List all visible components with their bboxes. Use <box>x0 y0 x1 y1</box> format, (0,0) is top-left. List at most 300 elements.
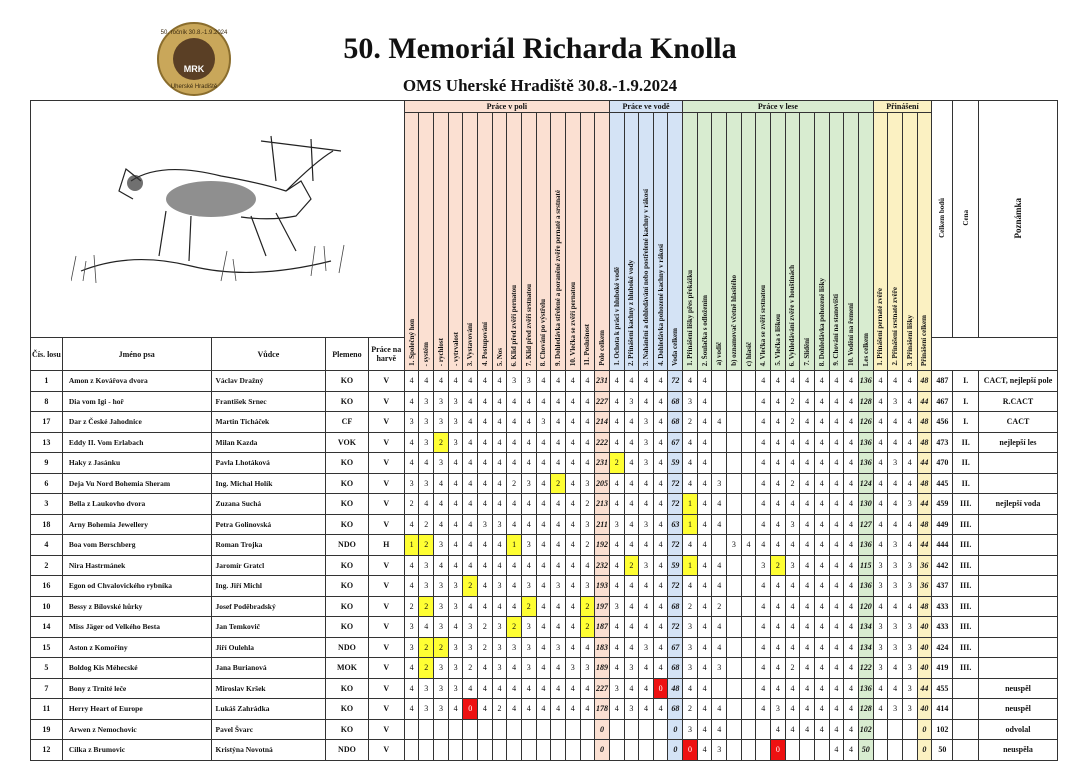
col-pole-10: 9. Dohledávka střelené a poraněné zvěře pernaté a srstnaté <box>551 113 566 371</box>
cell-prinaseni-score: 4 <box>873 391 888 412</box>
cell-les-score: 4 <box>814 412 829 433</box>
cell-les-score: 4 <box>814 637 829 658</box>
cell-les-score: 4 <box>800 412 815 433</box>
cell-handler: Milan Kazda <box>211 432 326 453</box>
cell-total: 449 <box>932 514 953 535</box>
cell-les-score: 4 <box>844 555 859 576</box>
col-les-11: 10. Vodění na řemeni <box>844 113 859 371</box>
cell-voda-score: 3 <box>639 555 654 576</box>
cell-los: 15 <box>31 637 63 658</box>
cell-pole-score: 3 <box>580 658 595 679</box>
cell-pole-score: 3 <box>419 412 434 433</box>
cell-prinaseni-score: 4 <box>873 514 888 535</box>
cell-voda-score: 4 <box>609 535 624 556</box>
cell-les-score: 4 <box>785 494 800 515</box>
cell-pole-score: 2 <box>419 535 434 556</box>
cell-les-score: 4 <box>814 699 829 720</box>
cell-pole-score: 4 <box>404 391 419 412</box>
cell-pole-score: 2 <box>478 637 493 658</box>
cell-pole-score: 2 <box>463 658 478 679</box>
cell-pole-score <box>492 719 507 740</box>
cell-prinaseni-score: 4 <box>902 473 917 494</box>
cell-pole-score: 4 <box>492 453 507 474</box>
col-les-12: Les celkem <box>858 113 873 371</box>
cell-prinaseni-score: 3 <box>902 637 917 658</box>
cell-harve: V <box>368 514 404 535</box>
cell-les-score: 4 <box>814 391 829 412</box>
group-header-row <box>31 101 1058 113</box>
cell-pole-score: 3 <box>580 514 595 535</box>
cell-pole-score: 4 <box>580 412 595 433</box>
cell-note <box>978 535 1057 556</box>
cell-prinaseni-score: 36 <box>917 576 932 597</box>
cell-pole-score: 3 <box>507 371 522 392</box>
cell-les-score: 4 <box>712 699 727 720</box>
cell-les-score: 4 <box>814 494 829 515</box>
cell-prinaseni-score: 3 <box>888 453 903 474</box>
cell-les-score: 4 <box>800 576 815 597</box>
cell-les-score <box>727 412 742 433</box>
col-pole-11: 10. Vlečka se zvěří pernatou <box>565 113 580 371</box>
cell-pole-score: 4 <box>507 658 522 679</box>
cell-les-score: 4 <box>844 432 859 453</box>
cell-les-score: 4 <box>829 412 844 433</box>
cell-voda-score: 72 <box>668 473 683 494</box>
col-prinaseni-3: Přinášení celkem <box>917 113 932 371</box>
cell-voda-score: 4 <box>624 637 639 658</box>
cell-pole-score: 4 <box>580 699 595 720</box>
cell-total: 414 <box>932 699 953 720</box>
cell-les-score: 2 <box>683 596 698 617</box>
cell-handler: Zuzana Suchá <box>211 494 326 515</box>
cell-pole-score: 2 <box>507 617 522 638</box>
cell-pole-score: 4 <box>492 391 507 412</box>
cell-pole-score: 4 <box>536 555 551 576</box>
cell-pole-score: 3 <box>434 453 449 474</box>
cell-pole-score: 4 <box>551 678 566 699</box>
cell-handler: Jana Burianová <box>211 658 326 679</box>
cell-harve: V <box>368 740 404 761</box>
cell-les-score: 3 <box>712 658 727 679</box>
cell-pole-score: 2 <box>419 514 434 535</box>
table-row <box>31 494 1058 515</box>
cell-pole-score: 4 <box>551 555 566 576</box>
logo-arc-top: 50. ročník 30.8.-1.9.2024 <box>160 30 228 36</box>
cell-prinaseni-score: 3 <box>888 535 903 556</box>
cell-voda-score: 4 <box>624 535 639 556</box>
cell-prinaseni-score: 3 <box>902 617 917 638</box>
cell-total: 50 <box>932 740 953 761</box>
cell-les-score <box>741 371 756 392</box>
cell-voda-score <box>624 719 639 740</box>
cell-les-score: 3 <box>785 514 800 535</box>
cell-total: 456 <box>932 412 953 433</box>
cell-pole-score: 3 <box>419 555 434 576</box>
cell-prinaseni-score: 4 <box>888 432 903 453</box>
cell-les-score: 0 <box>683 740 698 761</box>
cell-pole-score: 4 <box>434 555 449 576</box>
cell-pole-score: 4 <box>551 494 566 515</box>
cell-pole-score: 3 <box>448 576 463 597</box>
cell-prinaseni-score: 48 <box>917 596 932 617</box>
cell-pole-score: 3 <box>565 658 580 679</box>
cell-les-score: 2 <box>785 391 800 412</box>
cell-pole-score: 3 <box>463 637 478 658</box>
cell-les-score: 4 <box>771 391 786 412</box>
cell-les-score: 4 <box>829 576 844 597</box>
cell-los: 2 <box>31 555 63 576</box>
cell-pole-score: 4 <box>434 371 449 392</box>
cell-voda-score: 68 <box>668 699 683 720</box>
cell-pole-score <box>565 740 580 761</box>
cell-dog-name: Aston z Komořiny <box>62 637 211 658</box>
cell-les-score <box>741 391 756 412</box>
cell-voda-score: 4 <box>624 514 639 535</box>
cell-pole-score: 3 <box>448 678 463 699</box>
cell-breed: KO <box>326 371 368 392</box>
cell-pole-score: 4 <box>580 555 595 576</box>
cell-les-score <box>741 494 756 515</box>
col-voda-1: 2. Přinášení kachny z hluboké vody <box>624 113 639 371</box>
cell-voda-score: 4 <box>653 371 668 392</box>
cell-les-score: 2 <box>683 699 698 720</box>
cell-les-score: 4 <box>785 678 800 699</box>
cell-dog-name: Boa vom Berschberg <box>62 535 211 556</box>
cell-pole-score: 4 <box>565 596 580 617</box>
cell-handler: Roman Trojka <box>211 535 326 556</box>
cell-pole-score: 4 <box>565 391 580 412</box>
cell-les-score: 4 <box>771 576 786 597</box>
cell-pole-score: 232 <box>595 555 610 576</box>
cell-les-score: 4 <box>756 432 771 453</box>
cell-pole-score: 3 <box>434 576 449 597</box>
cell-les-score <box>741 719 756 740</box>
cell-voda-score: 4 <box>624 596 639 617</box>
cell-voda-score: 2 <box>609 453 624 474</box>
cell-pole-score: 4 <box>536 596 551 617</box>
cell-los: 5 <box>31 658 63 679</box>
cell-prinaseni-score: 4 <box>888 658 903 679</box>
cell-prinaseni-score: 4 <box>873 699 888 720</box>
cell-pole-score <box>448 719 463 740</box>
cell-prinaseni-score: 48 <box>917 412 932 433</box>
group-voda: Práce ve vodě <box>609 101 682 113</box>
col-les-6: 5. Vlečka s liškou <box>771 113 786 371</box>
cell-voda-score: 3 <box>639 514 654 535</box>
cell-les-score: 4 <box>814 596 829 617</box>
cell-dog-name: Arwen z Nemochovic <box>62 719 211 740</box>
cell-pole-score: 3 <box>434 535 449 556</box>
cell-les-score: 4 <box>844 678 859 699</box>
cell-prinaseni-score: 4 <box>888 514 903 535</box>
cell-handler: Martin Ticháček <box>211 412 326 433</box>
cell-les-score: 4 <box>800 719 815 740</box>
cell-voda-score: 3 <box>639 453 654 474</box>
cell-pole-score: 4 <box>551 596 566 617</box>
col-pole-5: 4. Postupování <box>478 113 493 371</box>
cell-dog-name: Deja Vu Nord Bohemia Sheram <box>62 473 211 494</box>
cell-voda-score: 72 <box>668 371 683 392</box>
cell-pole-score <box>419 719 434 740</box>
cell-les-score: 4 <box>771 494 786 515</box>
cell-total: 424 <box>932 637 953 658</box>
cell-les-score: 4 <box>697 412 712 433</box>
cell-les-score: 115 <box>858 555 873 576</box>
cell-los: 18 <box>31 514 63 535</box>
cell-les-score: 4 <box>712 719 727 740</box>
cell-pole-score: 3 <box>521 535 536 556</box>
cell-pole-score: 4 <box>507 576 522 597</box>
cell-breed: KO <box>326 514 368 535</box>
col-pole-1: - systém <box>419 113 434 371</box>
cell-voda-score: 4 <box>653 514 668 535</box>
cell-les-score: 4 <box>697 432 712 453</box>
cell-les-score: 4 <box>829 432 844 453</box>
cell-prinaseni-score: 3 <box>902 678 917 699</box>
cell-breed: KO <box>326 596 368 617</box>
cell-voda-score: 4 <box>639 617 654 638</box>
cell-pole-score <box>507 719 522 740</box>
col-voda-2: 3. Nahánění a dohledávání nebo postřelené kachny v rákosí <box>639 113 654 371</box>
cell-pole-score: 4 <box>478 555 493 576</box>
logo-text: MRK <box>183 64 205 74</box>
cell-prinaseni-score: 4 <box>902 371 917 392</box>
cell-les-score: 4 <box>800 637 815 658</box>
cell-prinaseni-score: 4 <box>888 494 903 515</box>
cell-les-score: 136 <box>858 371 873 392</box>
cell-prinaseni-score: 3 <box>888 576 903 597</box>
cell-les-score: 4 <box>844 699 859 720</box>
cell-pole-score: 227 <box>595 678 610 699</box>
cell-les-score: 4 <box>814 453 829 474</box>
cell-les-score: 122 <box>858 658 873 679</box>
cell-pole-score: 4 <box>521 494 536 515</box>
cell-pole-score <box>463 719 478 740</box>
cell-voda-score: 4 <box>609 391 624 412</box>
cell-pole-score: 3 <box>434 617 449 638</box>
cell-pole-score <box>434 719 449 740</box>
table-row <box>31 514 1058 535</box>
cell-pole-score: 4 <box>492 555 507 576</box>
cell-pole-score: 4 <box>463 412 478 433</box>
cell-les-score: 4 <box>829 658 844 679</box>
cell-les-score: 4 <box>756 617 771 638</box>
cell-pole-score: 4 <box>404 678 419 699</box>
cell-harve: V <box>368 494 404 515</box>
cell-prinaseni-score: 3 <box>873 576 888 597</box>
cell-les-score: 3 <box>683 637 698 658</box>
cell-note <box>978 576 1057 597</box>
cell-total: 444 <box>932 535 953 556</box>
col-voda-0: 1. Ochota k práci v hluboké vodě <box>609 113 624 371</box>
cell-dog-name: Dar z České Jahodnice <box>62 412 211 433</box>
cell-pole-score: 4 <box>419 371 434 392</box>
cell-prinaseni-score: 40 <box>917 637 932 658</box>
cell-note: nejlepší voda <box>978 494 1057 515</box>
cell-prinaseni-score: 3 <box>888 391 903 412</box>
cell-pole-score <box>448 740 463 761</box>
cell-prinaseni-score: 48 <box>917 514 932 535</box>
cell-harve: V <box>368 678 404 699</box>
cell-pole-score <box>551 740 566 761</box>
cell-les-score: 4 <box>697 514 712 535</box>
cell-pole-score: 4 <box>463 473 478 494</box>
cell-les-score: 4 <box>756 494 771 515</box>
cell-pole-score: 4 <box>565 535 580 556</box>
cell-prinaseni-score: 4 <box>873 412 888 433</box>
cell-voda-score: 4 <box>639 576 654 597</box>
cell-pole-score: 4 <box>448 699 463 720</box>
cell-voda-score: 4 <box>609 432 624 453</box>
cell-les-score: 4 <box>844 637 859 658</box>
cell-total: 433 <box>932 617 953 638</box>
cell-pole-score: 3 <box>492 637 507 658</box>
col-les-9: 8. Dohledávka pohozené lišky <box>814 113 829 371</box>
cell-voda-score <box>653 740 668 761</box>
cell-note: CACT, nejlepší pole <box>978 371 1057 392</box>
col-voda-4: Voda celkem <box>668 113 683 371</box>
cell-pole-score <box>478 719 493 740</box>
cell-les-score <box>727 678 742 699</box>
cell-pole-score: 4 <box>536 453 551 474</box>
cell-voda-score: 4 <box>639 658 654 679</box>
cell-dog-name: Boldog Kis Méhecské <box>62 658 211 679</box>
cell-les-score: 4 <box>844 412 859 433</box>
cell-les-score: 4 <box>785 699 800 720</box>
cell-les-score: 134 <box>858 637 873 658</box>
cell-pole-score: 3 <box>478 514 493 535</box>
cell-les-score: 3 <box>771 699 786 720</box>
cell-handler: Václav Dražný <box>211 371 326 392</box>
cell-handler: František Srnec <box>211 391 326 412</box>
cell-pole-score: 3 <box>492 576 507 597</box>
cell-les-score: 4 <box>814 371 829 392</box>
cell-prinaseni-score: 4 <box>888 371 903 392</box>
cell-les-score: 4 <box>712 617 727 638</box>
cell-voda-score: 4 <box>624 412 639 433</box>
cell-pole-score: 4 <box>492 432 507 453</box>
cell-les-score: 4 <box>712 555 727 576</box>
cell-cena: III. <box>953 555 978 576</box>
cell-les-score: 2 <box>785 473 800 494</box>
results-table <box>30 100 1058 761</box>
cell-pole-score: 4 <box>536 617 551 638</box>
cell-prinaseni-score: 48 <box>917 473 932 494</box>
cell-prinaseni-score: 44 <box>917 453 932 474</box>
cell-les-score: 4 <box>771 596 786 617</box>
cell-les-score <box>727 576 742 597</box>
page-title: 50. Memoriál Richarda Knolla <box>343 32 737 65</box>
cell-prinaseni-score: 44 <box>917 535 932 556</box>
cell-pole-score: 3 <box>419 678 434 699</box>
cell-pole-score: 4 <box>478 494 493 515</box>
cell-cena: III. <box>953 494 978 515</box>
cell-voda-score: 4 <box>653 576 668 597</box>
cell-breed: VOK <box>326 432 368 453</box>
cell-les-score <box>727 617 742 638</box>
cell-les-score: 4 <box>756 678 771 699</box>
cell-breed: CF <box>326 412 368 433</box>
table-row <box>31 637 1058 658</box>
cell-pole-score: 4 <box>448 555 463 576</box>
cell-voda-score: 4 <box>653 432 668 453</box>
col-pole-3: - vytrvalost <box>448 113 463 371</box>
cell-pole-score <box>521 719 536 740</box>
cell-pole-score: 227 <box>595 391 610 412</box>
cell-pole-score: 3 <box>448 432 463 453</box>
col-les-7: 6. Vyhledávání zvěře v houštinách <box>785 113 800 371</box>
illustration-cell <box>31 101 405 338</box>
cell-breed: KO <box>326 473 368 494</box>
cell-les-score: 4 <box>844 473 859 494</box>
group-pole: Práce v poli <box>404 101 609 113</box>
cell-pole-score: 4 <box>404 658 419 679</box>
cell-prinaseni-score: 0 <box>917 740 932 761</box>
cell-voda-score: 4 <box>609 555 624 576</box>
cell-pole-score: 4 <box>536 391 551 412</box>
cell-voda-score: 67 <box>668 432 683 453</box>
cell-les-score <box>727 391 742 412</box>
cell-pole-score: 4 <box>580 678 595 699</box>
cell-les-score: 128 <box>858 391 873 412</box>
col-les-3: b) oznamovač včetně hlasitého <box>727 113 742 371</box>
col-pole-12: 11. Poslušnost <box>580 113 595 371</box>
cell-pole-score: 4 <box>536 658 551 679</box>
cell-pole-score: 3 <box>434 412 449 433</box>
cell-voda-score: 4 <box>624 617 639 638</box>
cell-les-score: 4 <box>785 576 800 597</box>
cell-los: 1 <box>31 371 63 392</box>
cell-pole-score: 4 <box>478 576 493 597</box>
cell-les-score: 4 <box>756 473 771 494</box>
cell-pole-score <box>551 719 566 740</box>
cell-les-score: 4 <box>844 719 859 740</box>
cell-handler: Ing. Jiří Michl <box>211 576 326 597</box>
cell-les-score: 3 <box>712 473 727 494</box>
cell-pole-score <box>434 740 449 761</box>
cell-les-score: 4 <box>785 453 800 474</box>
cell-cena: III. <box>953 658 978 679</box>
cell-les-score: 4 <box>814 555 829 576</box>
cell-les-score <box>727 699 742 720</box>
cell-pole-score: 3 <box>434 658 449 679</box>
cell-voda-score: 4 <box>653 555 668 576</box>
col-pole-8: 7. Klid před zvěří srstnatou <box>521 113 536 371</box>
cell-pole-score: 4 <box>580 371 595 392</box>
cell-voda-score: 4 <box>653 494 668 515</box>
cell-pole-score: 3 <box>521 473 536 494</box>
cell-les-score: 50 <box>858 740 873 761</box>
cell-les-score <box>727 432 742 453</box>
cell-les-score: 4 <box>771 453 786 474</box>
cell-pole-score: 0 <box>463 699 478 720</box>
cell-los: 19 <box>31 719 63 740</box>
cell-dog-name: Cilka z Brumovic <box>62 740 211 761</box>
cell-cena: II. <box>953 432 978 453</box>
cell-les-score <box>741 596 756 617</box>
cell-les-score: 4 <box>800 391 815 412</box>
cell-pole-score: 4 <box>551 432 566 453</box>
cell-voda-score: 4 <box>624 371 639 392</box>
cell-pole-score: 3 <box>580 473 595 494</box>
cell-prinaseni-score: 3 <box>902 494 917 515</box>
cell-pole-score: 4 <box>551 412 566 433</box>
cell-los: 6 <box>31 473 63 494</box>
cell-pole-score: 4 <box>507 678 522 699</box>
cell-pole-score: 4 <box>463 371 478 392</box>
cell-pole-score: 183 <box>595 637 610 658</box>
cell-pole-score: 2 <box>580 535 595 556</box>
